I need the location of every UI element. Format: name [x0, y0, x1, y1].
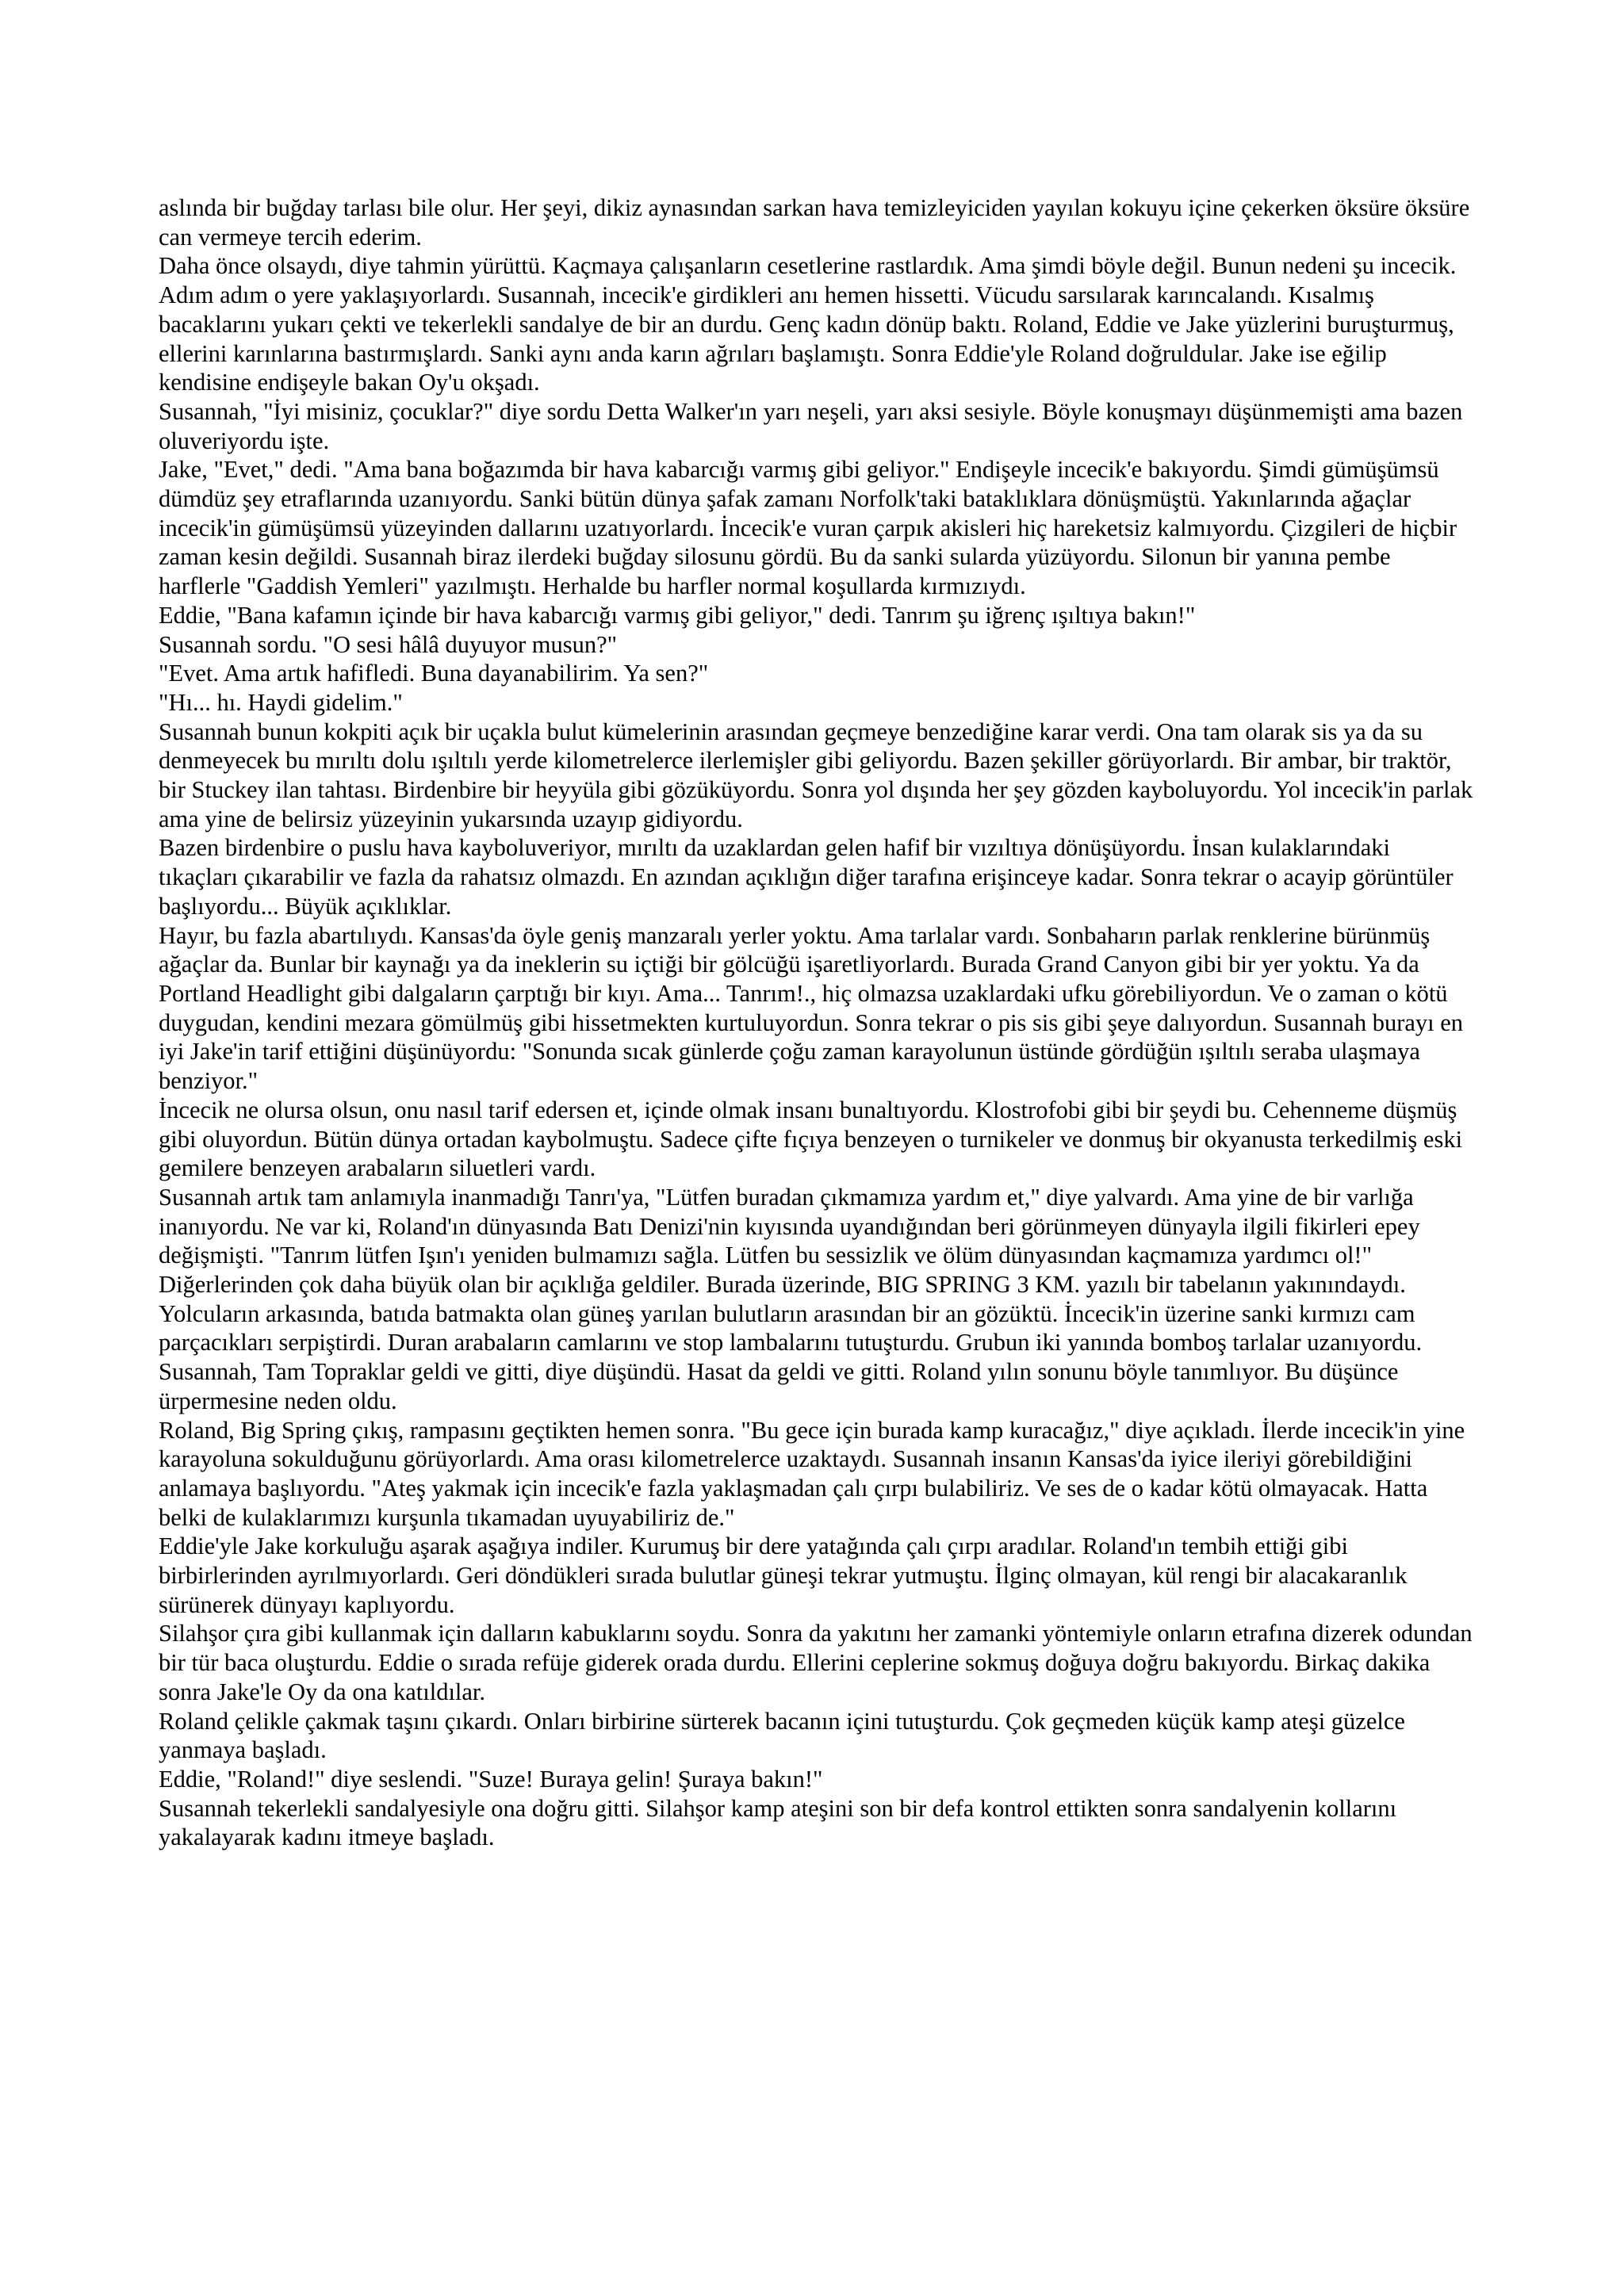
paragraph: Silahşor çıra gibi kullanmak için dalların kabuklarını soydu. Sonra da yakıtını her zamanki yöntemiyle onların etrafına dizerek odundan bir tür baca oluşturdu. Eddie o sırada refüje giderek orada durdu. Ellerini ceplerine sokmuş doğuya doğru bakıyordu. Birkaç dakika sonra Jake'le Oy da ona katıldılar. [159, 1620, 1473, 1705]
paragraph: Susannah tekerlekli sandalyesiyle ona doğru gitti. Silahşor kamp ateşini son bir defa kontrol ettikten sonra sandalyenin kollarını yakalayarak kadını itmeye başladı. [159, 1794, 1397, 1851]
paragraph: aslında bir buğday tarlası bile olur. Her şeyi, dikiz aynasından sarkan hava temizleyiciden yayılan kokuyu içine çekerken öksüre öksüre can vermeye tercih ederim. [159, 194, 1470, 251]
paragraph: Susannah artık tam anlamıyla inanmadığı Tanrı'ya, "Lütfen buradan çıkmamıza yardım et," diye yalvardı. Ama yine de bir varlığa inanıyordu. Ne var ki, Roland'ın dünyasında Batı Denizi'nin kıyısında uyandığından beri görünmeyen dünyayla ilgili fikirleri epey değişmişti. "Tanrım lütfen Işın'ı yeniden bulmamızı sağla. Lütfen bu sessizlik ve ölüm dünyasından kaçmamıza yardımcı ol!" [159, 1183, 1420, 1269]
paragraph: Jake, "Evet," dedi. "Ama bana boğazımda bir hava kabarcığı varmış gibi geliyor." Endişeyle incecik'e bakıyordu. Şimdi gümüşümsü dümdüz şey etraflarında uzanıyordu. Sanki bütün dünya şafak zamanı Norfolk'taki bataklıklara dönüşmüştü. Yakınlarında ağaçlar incecik'in gümüşümsü yüzeyinden dallarını uzatıyorlardı. İncecik'e vuran çarpık akisleri hiç hareketsiz kalmıyordu. Çizgileri de hiçbir zaman kesin değildi. Susannah biraz ilerdeki buğday silosunu gördü. Bu da sanki sularda yüzüyordu. Silonun bir yanına pembe harflerle "Gaddish Yemleri" yazılmıştı. Herhalde bu harfler normal koşullarda kırmızıydı. [159, 456, 1457, 600]
paragraph: Daha önce olsaydı, diye tahmin yürüttü. Kaçmaya çalışanların cesetlerine rastlardık. Ama şimdi böyle değil. Bunun nedeni şu incecik. Adım adım o yere yaklaşıyorlardı. Susannah, incecik'e girdikleri anı hemen hissetti. Vücudu sarsılarak karıncalandı. Kısalmış bacaklarını yukarı çekti ve tekerlekli sandalye de bir an durdu. Genç kadın dönüp baktı. Roland, Eddie ve Jake yüzlerini buruşturmuş, ellerini karınlarına bastırmışlardı. Sanki aynı anda karın ağrıları başlamıştı. Sonra Eddie'yle Roland doğruldular. Jake ise eğilip kendisine endişeyle bakan Oy'u okşadı. [159, 252, 1457, 396]
paragraph: Eddie, "Roland!" diye seslendi. "Suze! Buraya gelin! Şuraya bakın!" [159, 1765, 823, 1793]
paragraph: Diğerlerinden çok daha büyük olan bir açıklığa geldiler. Burada üzerinde, BIG SPRING 3 KM. yazılı bir tabelanın yakınındaydı. Yolcuların arkasında, batıda batmakta olan güneş yarılan bulutların arasından bir an gözüktü. İncecik'in üzerine sanki kırmızı cam parçacıkları serpiştirdi. Duran arabaların camlarını ve stop lambalarını tutuşturdu. Grubun iki yanında bomboş tarlalar uzanıyordu. Susannah, Tam Topraklar geldi ve gitti, diye düşündü. Hasat da geldi ve gitti. Roland yılın sonunu böyle tanımlıyor. Bu düşünce ürpermesine neden oldu. [159, 1271, 1423, 1414]
paragraph: Eddie'yle Jake korkuluğu aşarak aşağıya indiler. Kurumuş bir dere yatağında çalı çırpı aradılar. Roland'ın tembih ettiği gibi birbirlerinden ayrılmıyorlardı. Geri döndükleri sırada bulutlar güneşi tekrar yutmuştu. İlginç olmayan, kül rengi bir alacakaranlık sürünerek dünyayı kaplıyordu. [159, 1533, 1408, 1618]
paragraph: Hayır, bu fazla abartılıydı. Kansas'da öyle geniş manzaralı yerler yoktu. Ama tarlalar vardı. Sonbaharın parlak renklerine bürünmüş ağaçlar da. Bunlar bir kaynağı ya da ineklerin su içtiği bir gölcüğü işaretliyorlardı. Burada Grand Canyon gibi bir yer yoktu. Ya da Portland Headlight gibi dalgaların çarptığı bir kıyı. Ama... Tanrım!., hiç olmazsa uzaklardaki ufku görebiliyordun. Ve o zaman o kötü duygudan, kendini mezara gömülmüş gibi hissetmekten kurtuluyordun. Sonra tekrar o pis sis gibi şeye dalıyordun. Susannah burayı en iyi Jake'in tarif ettiğini düşünüyordu: "Sonunda sıcak günlerde çoğu zaman karayolunun üstünde gördüğün ışıltılı seraba ulaşmaya benziyor." [159, 921, 1464, 1095]
paragraph: Susannah sordu. "O sesi hâlâ duyuyor musun?" [159, 630, 618, 658]
paragraph: Roland, Big Spring çıkış, rampasını geçtikten hemen sonra. "Bu gece için burada kamp kuracağız," diye açıkladı. İlerde incecik'in yine karayoluna sokulduğunu görüyorlardı. Ama orası kilometrelerce uzaktaydı. Susannah insanın Kansas'da iyice ileriyi görebildiğini anlamaya başlıyordu. "Ateş yakmak için incecik'e fazla yaklaşmadan çalı çırpı bulabiliriz. Ve ses de o kadar kötü olmayacak. Hatta belki de kulaklarımızı kurşunla tıkamadan uyuyabiliriz de." [159, 1416, 1465, 1531]
paragraph: Eddie, "Bana kafamın içinde bir hava kabarcığı varmış gibi geliyor," dedi. Tanrım şu iğrenç ışıltıya bakın!" [159, 601, 1196, 629]
paragraph: Roland çelikle çakmak taşını çıkardı. Onları birbirine sürterek bacanın içini tutuşturdu. Çok geçmeden küçük kamp ateşi güzelce yanmaya başladı. [159, 1707, 1405, 1764]
paragraph: Susannah bunun kokpiti açık bir uçakla bulut kümelerinin arasından geçmeye benzediğine karar verdi. Ona tam olarak sis ya da su denmeyecek bu mırıltı dolu ışıltılı yerde kilometrelerce ilerlemişler gibi geliyordu. Bazen şekiller görüyorlardı. Bir ambar, bir traktör, bir Stuckey ilan tahtası. Birdenbire bir heyyüla gibi gözüküyordu. Sonra yol dışında her şey gözden kayboluyordu. Yol incecik'in parlak ama yine de belirsiz yüzeyinin yukarsında uzayıp gidiyordu. [159, 718, 1473, 832]
body-text [159, 193, 1475, 1852]
paragraph: Bazen birdenbire o puslu hava kayboluveriyor, mırıltı da uzaklardan gelen hafif bir vızıltıya dönüşüyordu. İnsan kulaklarındaki tıkaçları çıkarabilir ve fazla da rahatsız olmazdı. En azından açıklığın diğer tarafına erişinceye kadar. Sonra tekrar o acayip görüntüler başlıyordu... Büyük açıklıklar. [159, 834, 1454, 920]
paragraph: "Evet. Ama artık hafifledi. Buna dayanabilirim. Ya sen?" [159, 660, 709, 687]
paragraph: İncecik ne olursa olsun, onu nasıl tarif edersen et, içinde olmak insanı bunaltıyordu. Klostrofobi gibi bir şeydi bu. Cehenneme düşmüş gibi oluyordun. Bütün dünya ortadan kaybolmuştu. Sadece çifte fıçıya benzeyen o turnikeler ve donmuş bir okyanusta terkedilmiş eski gemilere benzeyen arabaların siluetleri vardı. [159, 1096, 1463, 1182]
paragraph: "Hı... hı. Haydi gidelim." [159, 688, 403, 716]
paragraph: Susannah, "İyi misiniz, çocuklar?" diye sordu Detta Walker'ın yarı neşeli, yarı aksi sesiyle. Böyle konuşmayı düşünmemişti ama bazen oluveriyordu işte. [159, 397, 1463, 454]
